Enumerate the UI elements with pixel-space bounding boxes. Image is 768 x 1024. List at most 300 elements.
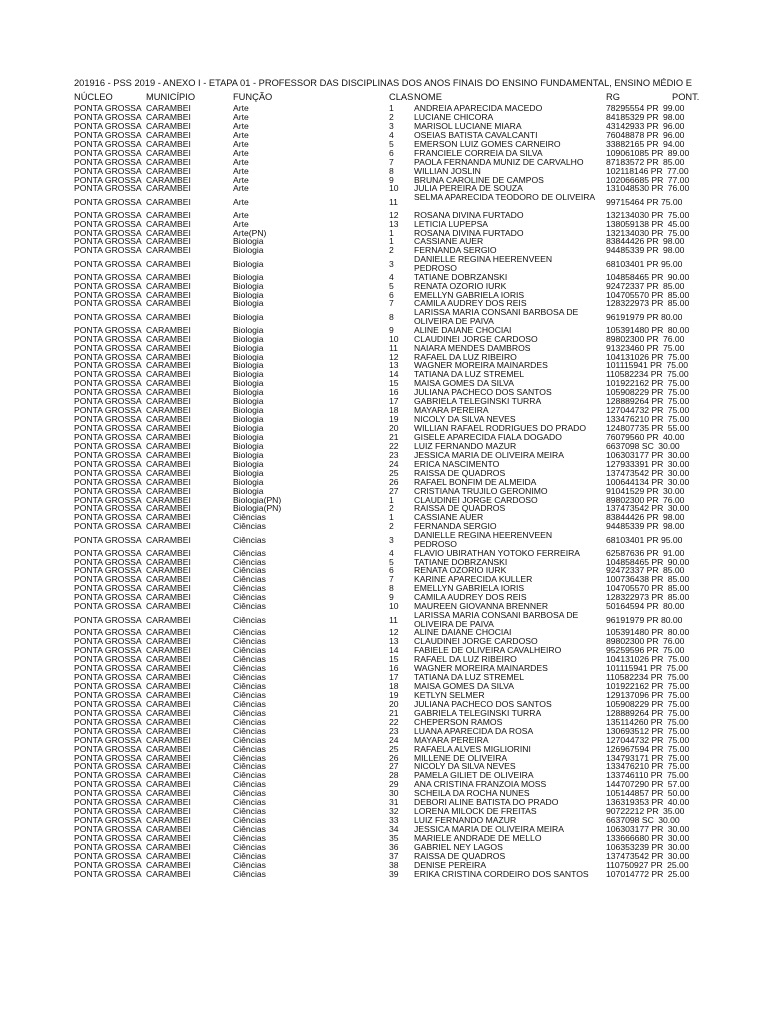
cell-pont: 76.00 (662, 495, 685, 505)
cell-nome: TATIANE DOBRZANSKI (414, 557, 508, 567)
cell-pont: 75.00 (667, 352, 690, 362)
cell-nucleo: PONTA GROSSA (74, 753, 142, 763)
cell-funcao: Ciências (233, 522, 266, 532)
cell-nome: DANIELLE REGINA HEERENVEEN PEDROSO (414, 531, 553, 549)
cell-nucleo: PONTA GROSSA (74, 771, 142, 781)
cell-rg: 132134030 PR (606, 210, 664, 220)
cell-funcao: Ciências (233, 789, 266, 799)
cell-rg-pont (606, 451, 696, 460)
cell-clas: 24 (389, 459, 399, 469)
table-row (0, 282, 768, 291)
cell-clas: 13 (389, 219, 399, 229)
cell-pont: 75.00 (667, 735, 690, 745)
cell-pont: 25.00 (667, 860, 689, 870)
cell-nucleo: PONTA GROSSA (74, 566, 142, 576)
table-row (0, 789, 768, 798)
cell-municipio: CARAMBEI (146, 228, 191, 238)
cell-municipio: CARAMBEI (146, 397, 191, 407)
cell-nome: RAFAEL BONFIM DE ALMEIDA (414, 477, 537, 487)
cell-nome: MAYARA PEREIRA (414, 406, 489, 416)
cell-rg-pont (606, 149, 696, 158)
cell-funcao: Ciências (233, 735, 266, 745)
cell-rg-pont (606, 754, 696, 763)
cell-pont: 98.00 (662, 112, 685, 122)
cell-nucleo: PONTA GROSSA (74, 148, 142, 158)
table-row (0, 637, 768, 646)
cell-municipio: CARAMBEI (146, 615, 191, 625)
cell-nome: KARINE APARECIDA KULLER (414, 575, 533, 585)
cell-funcao: Ciências (233, 615, 266, 625)
cell-nucleo: PONTA GROSSA (74, 495, 142, 505)
cell-rg-pont (606, 167, 696, 176)
cell-municipio: CARAMBEI (146, 646, 191, 656)
cell-municipio: CARAMBEI (146, 522, 191, 532)
cell-nucleo: PONTA GROSSA (74, 816, 142, 826)
cell-nome: JULIANA PACHECO DOS SANTOS (414, 699, 552, 709)
cell-nome: GABRIELA TELEGINSKI TURRA (414, 397, 542, 407)
cell-clas: 2 (389, 522, 394, 532)
cell-rg-pont (606, 496, 696, 505)
cell-nome: LARISSA MARIA CONSANI BARBOSA DE OLIVEIRA DE PAIVA (414, 611, 579, 629)
cell-rg: 133476210 PR (606, 762, 664, 772)
cell-municipio: CARAMBEI (146, 477, 191, 487)
cell-funcao: Arte (233, 197, 249, 207)
cell-pont: 76.00 (667, 184, 690, 194)
cell-funcao: Biologia (233, 343, 264, 353)
table-row (0, 655, 768, 664)
cell-clas: 2 (389, 504, 394, 514)
cell-nucleo: PONTA GROSSA (74, 112, 142, 122)
cell-funcao: Arte (233, 104, 249, 113)
header-rg: RG (606, 92, 620, 102)
cell-funcao: Biologia (233, 468, 264, 478)
cell-clas: 21 (389, 432, 399, 442)
cell-rg: 89802300 PR (606, 495, 659, 505)
cell-municipio: CARAMBEI (146, 842, 191, 852)
cell-nucleo: PONTA GROSSA (74, 584, 142, 594)
table-row (0, 406, 768, 415)
cell-rg: 6637098 SC (606, 816, 654, 826)
table-row (0, 478, 768, 487)
cell-pont: 76.00 (662, 334, 685, 344)
cell-nucleo: PONTA GROSSA (74, 290, 142, 300)
cell-rg: 101922162 PR (606, 682, 664, 691)
cell-nucleo: PONTA GROSSA (74, 789, 142, 799)
cell-nucleo: PONTA GROSSA (74, 735, 142, 745)
cell-nome: ALINE DAIANE CHOCIAI (414, 628, 512, 638)
cell-rg: 78295554 PR (606, 104, 659, 113)
cell-rg: 137473542 PR (606, 468, 664, 478)
cell-clas: 11 (389, 615, 398, 625)
cell-funcao: Ciências (233, 869, 266, 879)
cell-municipio: CARAMBEI (146, 825, 191, 834)
header-nome: NOME (414, 92, 442, 102)
cell-municipio: CARAMBEI (146, 690, 191, 700)
cell-nucleo: PONTA GROSSA (74, 522, 142, 532)
cell-rg: 101115941 PR (606, 361, 663, 371)
cell-rg: 128889264 PR (606, 708, 664, 718)
cell-nucleo: PONTA GROSSA (74, 361, 142, 371)
cell-funcao: Arte(PN) (233, 228, 267, 238)
cell-rg-pont (606, 469, 696, 478)
cell-nucleo: PONTA GROSSA (74, 593, 142, 603)
cell-rg-pont (606, 673, 696, 682)
cell-funcao: Biologia (233, 259, 264, 269)
cell-clas: 10 (389, 602, 399, 612)
cell-clas: 9 (389, 175, 394, 185)
cell-clas: 39 (389, 869, 399, 879)
cell-nome: LARISSA MARIA CONSANI BARBOSA DE OLIVEIRA DE PAIVA (414, 308, 579, 326)
cell-nucleo: PONTA GROSSA (74, 197, 142, 207)
cell-nome: WILLIAN JOSLIN (414, 166, 481, 176)
cell-pont: 57.00 (667, 780, 690, 790)
table-row (0, 113, 768, 122)
cell-rg: 106303177 PR (606, 450, 664, 460)
cell-rg-pont (606, 536, 696, 545)
cell-pont: 55.00 (667, 424, 690, 433)
cell-nome: GABRIELA TELEGINSKI TURRA (414, 708, 542, 718)
cell-municipio: CARAMBEI (146, 535, 191, 545)
cell-nome: LUCIANE CHICORA (414, 112, 494, 122)
cell-pont: 96.00 (662, 121, 685, 131)
cell-rg: 102066685 PR (606, 175, 664, 185)
table-row (0, 852, 768, 861)
cell-pont: 80.00 (667, 325, 690, 335)
cell-rg: 110750927 PR (606, 860, 663, 870)
cell-funcao: Ciências (233, 690, 266, 700)
cell-rg: 96191979 PR (606, 312, 659, 322)
cell-rg-pont (606, 113, 696, 122)
cell-nome: RAFAEL DA LUZ RIBEIRO (414, 655, 517, 665)
cell-pont: 85.00 (667, 575, 690, 585)
cell-pont: 75.00 (667, 379, 690, 389)
table-row (0, 531, 768, 548)
cell-municipio: CARAMBEI (146, 575, 191, 585)
cell-rg: 135114260 PR (606, 717, 663, 727)
cell-municipio: CARAMBEI (146, 708, 191, 718)
cell-rg-pont (606, 140, 696, 149)
cell-funcao: Ciências (233, 825, 266, 834)
cell-funcao: Arte (233, 112, 249, 122)
cell-pont: 98.00 (662, 246, 685, 256)
table-row (0, 771, 768, 780)
table-row (0, 433, 768, 442)
cell-nucleo: PONTA GROSSA (74, 726, 142, 736)
cell-nucleo: PONTA GROSSA (74, 557, 142, 567)
cell-nome: ANDREIA APARECIDA MACEDO (414, 104, 543, 113)
cell-rg: 87183572 PR (606, 157, 659, 167)
cell-rg-pont (606, 487, 696, 496)
cell-nucleo: PONTA GROSSA (74, 259, 142, 269)
cell-pont: 75.00 (667, 228, 690, 238)
cell-pont: 30.00 (658, 816, 680, 826)
cell-municipio: CARAMBEI (146, 121, 191, 131)
cell-nome: DEBORI ALINE BATISTA DO PRADO (414, 798, 559, 808)
cell-nome: MAUREEN GIOVANNA BRENNER (414, 602, 549, 612)
cell-municipio: CARAMBEI (146, 379, 191, 389)
cell-clas: 27 (389, 486, 399, 496)
cell-rg: 128889264 PR (606, 397, 664, 407)
table-row (0, 379, 768, 388)
cell-funcao: Biologia (233, 281, 264, 291)
cell-nucleo: PONTA GROSSA (74, 121, 142, 131)
cell-pont: 30.00 (667, 450, 690, 460)
table-row (0, 184, 768, 193)
cell-funcao: Biologia (233, 432, 264, 442)
cell-rg: 62587636 PR (606, 548, 659, 558)
cell-rg: 136319353 PR (606, 798, 664, 808)
cell-rg-pont (606, 825, 696, 834)
cell-nucleo: PONTA GROSSA (74, 762, 142, 772)
table-row (0, 646, 768, 655)
table-row (0, 709, 768, 718)
table-row (0, 736, 768, 745)
table-row (0, 229, 768, 238)
cell-nome: TATIANA DA LUZ STREMEL (414, 370, 524, 380)
cell-funcao: Biologia (233, 370, 264, 380)
cell-nucleo: PONTA GROSSA (74, 210, 142, 220)
cell-rg-pont (606, 789, 696, 798)
cell-nome: JULIA PEREIRA DE SOUZA (414, 184, 523, 194)
header-pont: PONT. (672, 92, 700, 102)
table-row (0, 487, 768, 496)
cell-nome: RAISSA DE QUADROS (414, 504, 506, 514)
cell-nome: LUANA APARECIDA DA ROSA (414, 726, 534, 736)
cell-clas: 1 (389, 104, 394, 113)
cell-nucleo: PONTA GROSSA (74, 807, 142, 817)
cell-clas: 1 (389, 513, 394, 523)
cell-nome: ROSANA DIVINA FURTADO (414, 228, 524, 238)
cell-pont: 30.00 (667, 851, 690, 861)
cell-municipio: CARAMBEI (146, 664, 191, 674)
cell-nome: MAYARA PEREIRA (414, 735, 489, 745)
cell-pont: 75.00 (667, 699, 690, 709)
cell-municipio: CARAMBEI (146, 139, 191, 149)
cell-municipio: CARAMBEI (146, 388, 191, 398)
cell-funcao: Biologia (233, 299, 264, 309)
cell-clas: 10 (389, 334, 399, 344)
cell-nucleo: PONTA GROSSA (74, 175, 142, 185)
cell-nucleo: PONTA GROSSA (74, 637, 142, 647)
cell-rg-pont (606, 762, 696, 771)
cell-funcao: Arte (233, 139, 249, 149)
cell-municipio: CARAMBEI (146, 406, 191, 416)
cell-nome: FERNANDA SERGIO (414, 246, 497, 256)
cell-municipio: CARAMBEI (146, 175, 191, 185)
cell-municipio: CARAMBEI (146, 219, 191, 229)
cell-pont: 94.00 (662, 139, 685, 149)
cell-rg-pont (606, 807, 696, 816)
cell-clas: 1 (389, 237, 394, 247)
cell-nome: WAGNER MOREIRA MAINARDES (414, 664, 548, 674)
cell-municipio: CARAMBEI (146, 744, 191, 754)
cell-pont: 75.00 (667, 406, 690, 416)
cell-nucleo: PONTA GROSSA (74, 397, 142, 407)
cell-nome: MARISOL LUCIANE MIARA (414, 121, 522, 131)
cell-rg-pont (606, 344, 696, 353)
cell-pont: 75.00 (660, 197, 683, 207)
cell-funcao: Arte (233, 157, 249, 167)
cell-clas: 21 (389, 708, 399, 718)
cell-nome: ERICA NASCIMENTO (414, 459, 500, 469)
cell-pont: 75.00 (666, 361, 688, 371)
cell-rg-pont (606, 513, 696, 522)
cell-nucleo: PONTA GROSSA (74, 673, 142, 683)
header-municipio: MUNICÍPIO (146, 92, 196, 102)
cell-clas: 1 (389, 495, 394, 505)
cell-nucleo: PONTA GROSSA (74, 833, 142, 843)
cell-funcao: Biologia(PN) (233, 495, 282, 505)
cell-nome: NAIARA MENDES DAMBROS (414, 343, 531, 353)
cell-rg-pont (606, 237, 696, 246)
cell-municipio: CARAMBEI (146, 281, 191, 291)
cell-pont: 85.00 (667, 290, 690, 300)
cell-rg-pont (606, 664, 696, 673)
cell-rg-pont (606, 104, 696, 113)
table-row (0, 335, 768, 344)
cell-nucleo: PONTA GROSSA (74, 130, 142, 140)
cell-municipio: CARAMBEI (146, 130, 191, 140)
cell-municipio: CARAMBEI (146, 780, 191, 790)
table-row (0, 193, 768, 210)
cell-municipio: CARAMBEI (146, 424, 191, 433)
cell-nucleo: PONTA GROSSA (74, 468, 142, 478)
cell-nucleo: PONTA GROSSA (74, 860, 142, 870)
cell-rg: 106353239 PR (606, 842, 664, 852)
cell-rg: 105391480 PR (606, 628, 664, 638)
cell-rg-pont (606, 131, 696, 140)
header-funcao: FUNÇÃO (233, 92, 273, 102)
cell-rg: 91323460 PR (606, 343, 659, 353)
table-row (0, 611, 768, 628)
cell-nucleo: PONTA GROSSA (74, 504, 142, 514)
cell-rg-pont (606, 335, 696, 344)
cell-nome: TATIANA DA LUZ STREMEL (414, 673, 524, 683)
cell-clas: 18 (389, 682, 399, 691)
cell-rg: 133476210 PR (606, 415, 664, 425)
cell-nucleo: PONTA GROSSA (74, 548, 142, 558)
cell-municipio: CARAMBEI (146, 246, 191, 256)
cell-rg-pont (606, 313, 696, 322)
cell-pont: 85.00 (662, 157, 685, 167)
table-row (0, 237, 768, 246)
cell-funcao: Biologia (233, 459, 264, 469)
cell-rg: 6637098 SC (606, 441, 654, 451)
cell-funcao: Ciências (233, 628, 266, 638)
table-row (0, 104, 768, 113)
table-row (0, 522, 768, 531)
cell-clas: 35 (389, 833, 399, 843)
cell-nucleo: PONTA GROSSA (74, 388, 142, 398)
cell-nome: ERIKA CRISTINA CORDEIRO DOS SANTOS (414, 869, 589, 879)
cell-funcao: Biologia (233, 246, 264, 256)
cell-rg: 127044732 PR (606, 406, 664, 416)
cell-rg: 110582234 PR (606, 673, 663, 683)
table-row (0, 158, 768, 167)
cell-pont: 30.00 (667, 468, 690, 478)
table-row (0, 549, 768, 558)
cell-nome: FRANCIELE CORREIA DA SILVA (414, 148, 543, 158)
cell-rg-pont (606, 700, 696, 709)
cell-nome: DANIELLE REGINA HEERENVEEN PEDROSO (414, 255, 553, 273)
table-row (0, 584, 768, 593)
cell-pont: 90.00 (667, 272, 690, 282)
cell-rg-pont (606, 353, 696, 362)
cell-nome: RAFAEL DA LUZ RIBEIRO (414, 352, 517, 362)
cell-rg: 100644134 PR (606, 477, 664, 487)
cell-funcao: Biologia (233, 352, 264, 362)
cell-funcao: Ciências (233, 753, 266, 763)
cell-municipio: CARAMBEI (146, 513, 191, 523)
cell-pont: 91.00 (662, 548, 685, 558)
cell-funcao: Biologia (233, 450, 264, 460)
cell-rg: 132134030 PR (606, 228, 664, 238)
cell-funcao: Ciências (233, 717, 266, 727)
cell-rg-pont (606, 771, 696, 780)
cell-clas: 11 (389, 343, 398, 353)
cell-nome: NICOLY DA SILVA NEVES (414, 415, 516, 425)
cell-clas: 7 (389, 299, 394, 309)
cell-rg-pont (606, 379, 696, 388)
table-row (0, 469, 768, 478)
cell-rg: 102118146 PR (606, 166, 663, 176)
cell-rg: 104858465 PR (606, 272, 664, 282)
cell-rg: 100736438 PR (606, 575, 664, 585)
cell-nome: SELMA APARECIDA TEODORO DE OLIVEIRA (414, 193, 596, 202)
table-row (0, 762, 768, 771)
cell-pont: 80.00 (667, 628, 690, 638)
cell-nucleo: PONTA GROSSA (74, 744, 142, 754)
cell-nome: CASSIANE AUER (414, 237, 484, 247)
cell-municipio: CARAMBEI (146, 184, 191, 194)
cell-rg-pont (606, 593, 696, 602)
cell-pont: 75.00 (662, 343, 685, 353)
cell-clas: 5 (389, 139, 394, 149)
cell-clas: 20 (389, 424, 399, 433)
cell-nucleo: PONTA GROSSA (74, 477, 142, 487)
cell-funcao: Ciências (233, 664, 266, 674)
cell-municipio: CARAMBEI (146, 637, 191, 647)
cell-funcao: Arte (233, 184, 249, 194)
cell-rg-pont (606, 798, 696, 807)
cell-pont: 85.00 (667, 299, 690, 309)
cell-nome: ANA CRISTINA FRANZOIA MOSS (414, 780, 547, 790)
table-row (0, 558, 768, 567)
cell-municipio: CARAMBEI (146, 148, 191, 158)
cell-nucleo: PONTA GROSSA (74, 334, 142, 344)
cell-clas: 23 (389, 726, 399, 736)
cell-pont: 85.00 (667, 593, 690, 603)
cell-nucleo: PONTA GROSSA (74, 780, 142, 790)
table-row (0, 220, 768, 229)
cell-rg: 104131026 PR (606, 655, 664, 665)
cell-municipio: CARAMBEI (146, 655, 191, 665)
cell-clas: 17 (389, 397, 399, 407)
cell-clas: 6 (389, 148, 394, 158)
cell-rg: 96191979 PR (606, 615, 659, 625)
cell-nucleo: PONTA GROSSA (74, 406, 142, 416)
cell-pont: 77.00 (667, 166, 689, 176)
cell-clas: 37 (389, 851, 399, 861)
table-row (0, 566, 768, 575)
cell-nome: EMELLYN GABRIELA IORIS (414, 290, 525, 300)
cell-pont: 75.00 (667, 744, 690, 754)
cell-municipio: CARAMBEI (146, 157, 191, 167)
cell-pont: 76.00 (662, 637, 685, 647)
cell-municipio: CARAMBEI (146, 312, 191, 322)
cell-pont: 45.00 (667, 219, 690, 229)
table-row (0, 602, 768, 611)
